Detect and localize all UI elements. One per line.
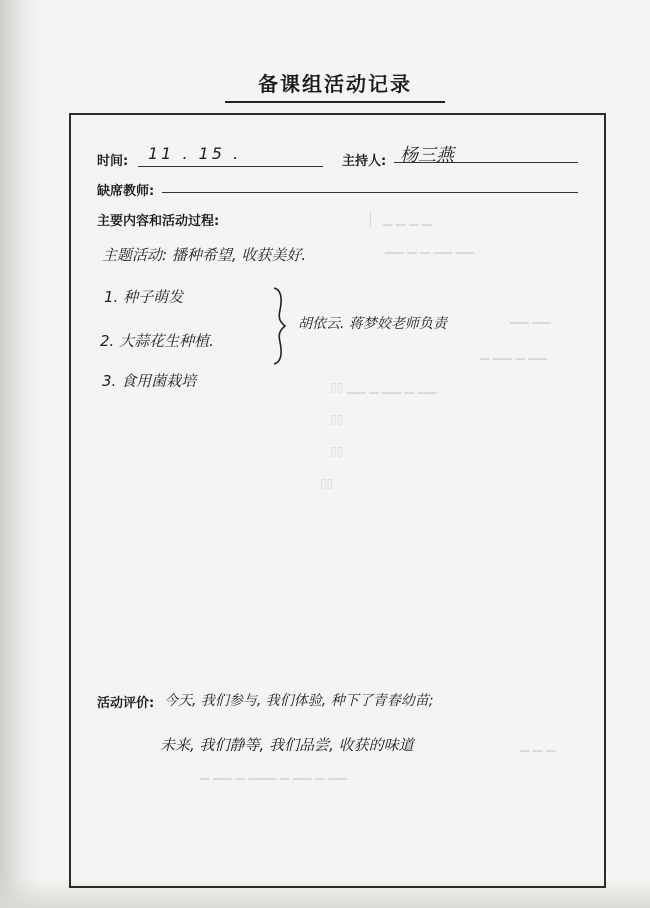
time-value: 11 . 15 .: [148, 144, 242, 163]
activity-item: 1. 种子萌发: [104, 288, 184, 306]
curly-bracket: [272, 286, 286, 366]
host-value: 杨三燕: [400, 145, 454, 166]
activity-item: 3. 食用菌栽培: [102, 372, 197, 390]
evaluation-label: 活动评价:: [97, 696, 155, 711]
evaluation-line-1: 今天, 我们参与, 我们体验, 种下了青春幼苗;: [164, 693, 434, 709]
absent-teachers-underline: [162, 192, 578, 193]
theme-text: 主题活动: 播种希望, 收获美好.: [102, 246, 307, 264]
record-form-frame: [69, 113, 606, 888]
absent-teachers-label: 缺席教师:: [97, 184, 155, 199]
host-label: 主持人:: [342, 154, 387, 169]
content-label: 主要内容和活动过程:: [97, 214, 220, 229]
page-edge-shadow: [0, 0, 40, 908]
responsible-teachers: 胡依云. 蒋梦姣老师负责: [298, 316, 447, 332]
time-label: 时间:: [97, 154, 129, 169]
time-underline: [138, 166, 323, 167]
evaluation-line-2: 未来, 我们静等, 我们品尝, 收获的味道: [160, 736, 414, 754]
activity-item: 2. 大蒜花生种植.: [100, 332, 214, 350]
page-title: 备课组活动记录: [225, 68, 445, 103]
